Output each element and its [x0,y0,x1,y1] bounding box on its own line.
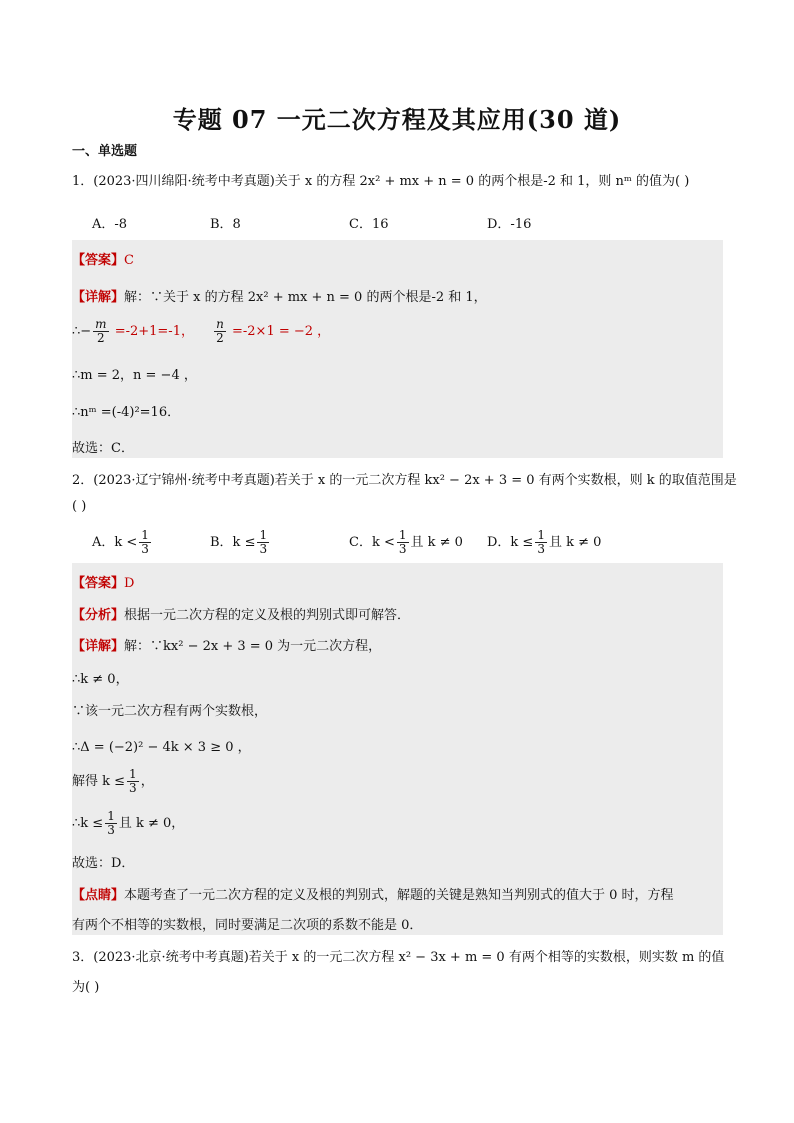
q2-s5-frac-num: 1 [107,809,115,823]
q2-optA-frac-den: 3 [141,542,149,556]
q2-s4-frac [127,768,139,795]
q2-optD-text: D．k ≤ [487,535,534,550]
q1-step1-end: =-2×1 = −2 ， [227,324,331,339]
q2-answer: D [124,576,135,591]
q2-optC-frac-num: 1 [398,528,407,542]
q2-comment1: 本题考查了一元二次方程的定义及根的判别式，解题的关键是熟知当判别式的值大于 0 时，方程 [124,888,674,903]
q2-optC-frac-den: 3 [398,542,407,556]
q2-optD-frac-den: 3 [537,542,545,556]
q2-option-c [349,529,463,556]
q1-step1-mid: =-2+1=-1， [110,324,194,339]
q1-frac1-num: m [95,317,107,331]
q1-step-2: ∴m = 2，n = −4 ， [72,368,197,383]
q2-s5-text: ∴k ≤ [72,816,104,831]
q2-analysis-tag: 【分析】 [72,608,125,623]
question-3-stem-line2: 为( ) [72,980,100,995]
q2-comment-line1 [72,884,674,903]
q1-option-c: C．16 [349,217,389,232]
q2-step-4 [72,768,154,795]
q1-frac-n-over-2 [214,318,226,345]
q1-solution-box [72,240,723,458]
q1-choose: 故选：C． [72,441,134,456]
q1-detail-tag: 【详解】 [72,290,125,305]
q2-s4-frac-den: 3 [129,781,137,795]
question-3-stem-line1: 3．(2023·北京·统考中考真题)若关于 x 的一元二次方程 x² − 3x + m = 0 有两个相等的实数根，则实数 m 的值 [72,950,725,965]
q1-detail: 解：∵关于 x 的方程 2x² + mx + n = 0 的两个根是-2 和 1， [124,290,487,305]
q2-answer-tag: 【答案】 [72,576,125,591]
q2-option-b [210,529,271,556]
q2-optB-frac-den: 3 [259,542,268,556]
q2-optB-frac-num: 1 [259,528,268,542]
q2-step-2: ∵该一元二次方程有两个实数根， [72,704,268,719]
q2-comment-tag: 【点睛】 [72,888,125,903]
section-heading: 一、单选题 [72,144,138,159]
q2-s4-text: 解得 k ≤ [72,774,126,789]
q1-answer: C [124,253,134,268]
q1-answer-tag: 【答案】 [72,253,125,268]
q2-s4-frac-num: 1 [129,767,137,781]
q1-option-b: B．8 [210,217,241,232]
q2-optD-frac [535,529,547,556]
q2-option-a [92,529,153,556]
page-title: 专题 07 一元二次方程及其应用(30 道) [172,105,622,134]
q2-analysis-line [72,604,410,623]
q1-step-1 [72,318,330,345]
q2-step-3: ∴Δ = (−2)² − 4k × 3 ≥ 0 ， [72,740,251,755]
q1-frac-m-over-2 [93,318,108,345]
q1-option-a: A．-8 [92,217,128,232]
q2-optD-frac-num: 1 [537,528,545,542]
q2-optB-text: B．k ≤ [210,535,256,550]
q2-optC-post: 且 k ≠ 0 [410,535,463,550]
q2-s5-post: 且 k ≠ 0， [118,816,185,831]
q1-frac2-den: 2 [216,331,224,345]
q2-detail-line [72,635,381,654]
q2-detail: 解：∵kx² − 2x + 3 = 0 为一元二次方程， [124,639,382,654]
question-1-stem: 1．(2023·四川绵阳·统考中考真题)关于 x 的方程 2x² + mx + n = 0 的两个根是-2 和 1，则 nᵐ 的值为( ) [72,174,690,189]
q2-optA-frac-num: 1 [141,528,149,542]
q1-detail-line [72,286,487,305]
q1-step-3: ∴nᵐ =(-4)²=16． [72,405,181,420]
q1-option-d: D．-16 [487,217,532,232]
q2-optC-frac [397,529,409,556]
question-2-stem-line1: 2．(2023·辽宁锦州·统考中考真题)若关于 x 的一元二次方程 kx² − 2x + 3 = 0 有两个实数根，则 k 的取值范围是 [72,473,737,488]
q1-answer-line [72,249,134,268]
q2-optA-text: A．k < [92,535,138,550]
q2-optC-text: C．k < [349,535,395,550]
q2-detail-tag: 【详解】 [72,639,125,654]
q2-s5-frac [105,810,117,837]
q2-option-d [487,529,601,556]
q2-analysis: 根据一元二次方程的定义及根的判别式即可解答． [124,608,411,623]
q2-comment-line2: 有两个不相等的实数根，同时要满足二次项的系数不能是 0． [72,918,423,933]
q1-frac1-den: 2 [97,331,105,345]
q2-step-1: ∴k ≠ 0， [72,672,129,687]
q1-frac2-num: n [216,317,224,331]
q1-step1-prefix: ∴− [72,324,92,339]
q2-answer-line [72,572,134,591]
q2-s4-post: ， [140,774,154,789]
q2-step-5 [72,810,184,837]
q2-s5-frac-den: 3 [107,823,115,837]
q2-optD-post: 且 k ≠ 0 [548,535,602,550]
q2-optB-frac [257,529,269,556]
question-2-stem-line2: ( ) [72,499,87,514]
q2-choose: 故选：D． [72,856,135,871]
q2-optA-frac [139,529,151,556]
